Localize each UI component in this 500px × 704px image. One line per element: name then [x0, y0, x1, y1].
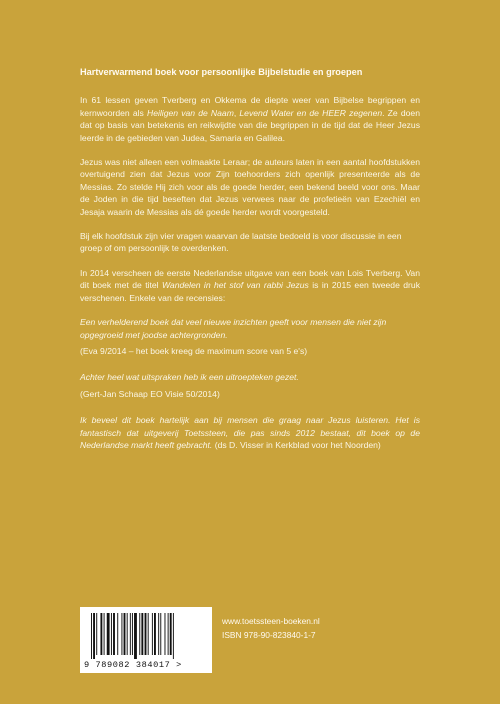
paragraph-previous-book: In 2014 verscheen de eerste Nederlandse uitgave van een boek van Lois Tverberg. Van dit boek met de titel Wandelen in het stof van rabbi Jezus is in 2015 een tweede druk verschenen. Enkele van de recensies: [80, 267, 420, 303]
publisher-info [222, 614, 320, 642]
barcode-bar [160, 613, 161, 655]
barcode-bars [89, 613, 203, 659]
blurb [80, 66, 420, 463]
paragraph-messiah: Jezus was niet alleen een volmaakte Leraar; de auteurs laten in een aantal hoofdstukken overtuigend zien dat Jezus voor Zijn toehoorders zich openlijk presenteerde als de Messias. Zo stelde Hij zich voor als de goede herder, een bekend beeld voor ons. Maar de Joden in die tijd beseften dat Jezus verwees naar de profetieën van Ezechiël en Jesaja waarin de Messias als dé goede herder wordt voorgesteld. [80, 157, 420, 217]
barcode-bar [130, 613, 131, 655]
barcode-bar [124, 613, 126, 655]
review-quote-1: Een verhelderend boek dat veel nieuwe inzichten geeft voor mensen die niet zijn opgegroeid met joodse achtergronden. [80, 317, 387, 340]
review-source-3: (ds D. Visser in Kerkblad voor het Noorden) [212, 439, 381, 450]
review-quote-3: Ik beveel dit boek hartelijk aan bij mensen die graag naar Jezus luisteren. Het is fantastisch dat uitgeverij Toetssteen, die pas sinds 2012 bestaat, dit boek op de Nederlandse markt heeft gebracht. [80, 415, 420, 450]
review-source-2: (Gert-Jan Schaap EO Visie 50/2014) [80, 388, 220, 399]
barcode-bar [152, 613, 153, 655]
website-link[interactable]: www.toetssteen-boeken.nl [222, 616, 320, 626]
barcode-bar [107, 613, 110, 655]
barcode-bar [145, 613, 147, 655]
barcode-bar [132, 613, 133, 655]
term-heiligen: Heiligen van de Naam [146, 107, 234, 118]
barcode-bar [93, 613, 95, 659]
barcode-bar [170, 613, 172, 655]
barcode-bar [141, 613, 143, 655]
barcode-bar [173, 613, 174, 659]
barcode-bar [127, 613, 128, 655]
barcode-digits: 9 789082 384017 > [84, 660, 182, 670]
review-source-1: (Eva 9/2014 – het boek kreeg de maximum score van 5 e's) [80, 345, 308, 356]
barcode-bar [104, 613, 105, 655]
barcode-bar [134, 613, 137, 659]
barcode-bar [91, 613, 92, 659]
barcode-bar [139, 613, 140, 655]
review-3 [80, 414, 420, 451]
barcode-bar [168, 613, 169, 655]
barcode-bar [165, 613, 166, 655]
heading: Hartverwarmend boek voor persoonlijke Bijbelstudie en groepen [80, 67, 363, 77]
barcode-bar [117, 613, 118, 655]
term-levend-water: Levend Water en de HEER zegenen [239, 107, 383, 118]
barcode-bar [111, 613, 112, 655]
paragraph-lessons: In 61 lessen geven Tverberg en Okkema de diepte weer van Bijbelse begrippen en kernwoorden als Heiligen van de Naam, Levend Water en de HEER zegenen. Ze doen dat op basis van betekenis en reikwijdte van die begrippen in de tijd dat de Heer Jezus leerde in de gebieden van Judea, Samaria en Galilea. [80, 95, 420, 143]
review-quote-2: Achter heel wat uitspraken heb ik een uitroepteken gezet. [80, 372, 299, 383]
barcode-bar [96, 613, 97, 655]
barcode [80, 607, 212, 673]
barcode-bar [121, 613, 122, 655]
barcode-bar [148, 613, 149, 655]
barcode-bar [158, 613, 159, 655]
barcode-bar [113, 613, 115, 655]
barcode-bar [154, 613, 156, 655]
previous-book-title: Wandelen in het stof van rabbi Jezus [161, 280, 309, 291]
paragraph-questions: Bij elk hoofdstuk zijn vier vragen waarvan de laatste bedoeld is voor discussie in een groep of om persoonlijk te overdenken. [80, 231, 402, 254]
isbn: ISBN 978-90-823840-1-7 [222, 630, 316, 640]
barcode-bar [100, 613, 102, 655]
